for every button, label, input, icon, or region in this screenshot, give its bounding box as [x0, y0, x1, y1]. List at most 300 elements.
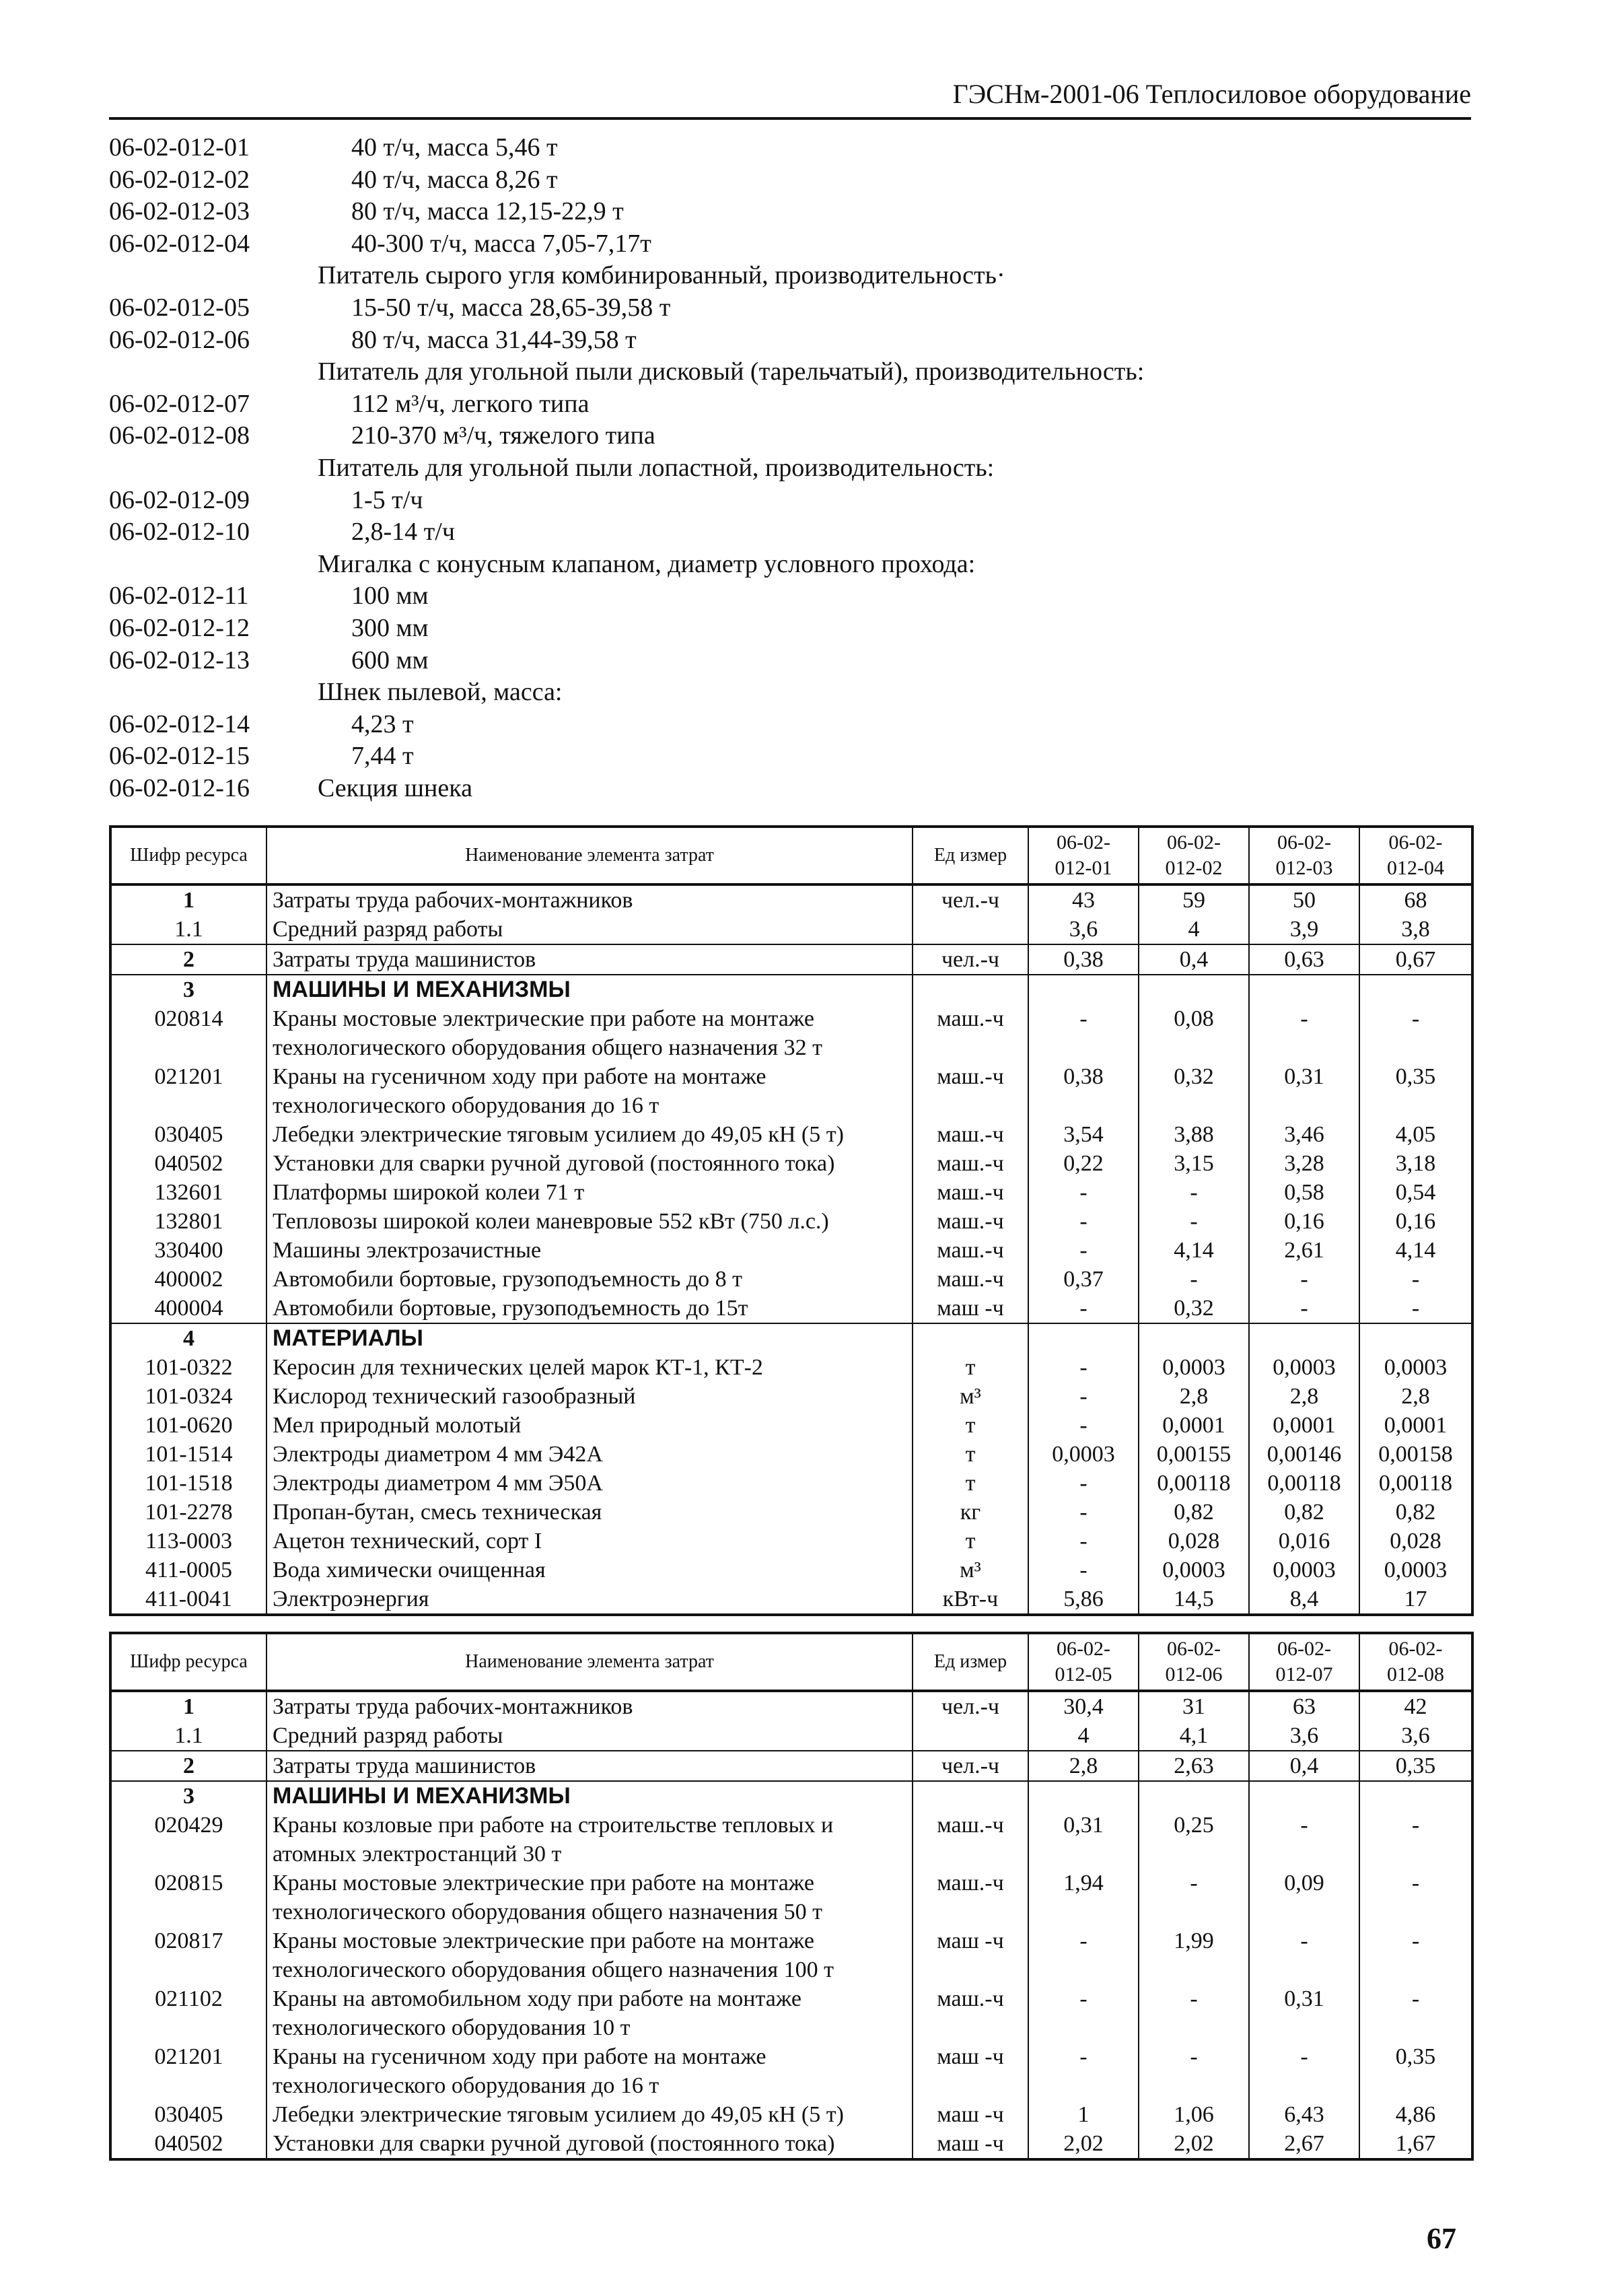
value-cell	[1359, 1323, 1472, 1353]
item-description: 40 т/ч, масса 8,26 т	[351, 165, 558, 194]
table-row	[110, 1178, 1472, 1207]
value-cell	[1139, 1781, 1249, 1811]
value-cell: 3,88	[1139, 1120, 1249, 1149]
item-code: 06-02-012-14	[109, 709, 250, 738]
item-description: 4,23 т	[351, 709, 414, 738]
value-cell: 68	[1359, 884, 1472, 915]
column-header: Ед измер	[913, 1633, 1028, 1691]
value-cell: -	[1359, 1869, 1472, 1926]
value-cell: 3,28	[1249, 1149, 1359, 1178]
cost-element-name: Затраты труда рабочих-монтажников	[266, 884, 913, 915]
value-cell: -	[1028, 1926, 1139, 1984]
value-cell: 0,0003	[1139, 1353, 1249, 1382]
unit-cell: маш.-ч	[913, 1149, 1028, 1178]
value-cell: -	[1359, 1926, 1472, 1984]
value-cell: 4,05	[1359, 1120, 1472, 1149]
resource-code: 101-0620	[110, 1411, 266, 1440]
value-cell: -	[1028, 1294, 1139, 1323]
value-cell: 3,6	[1249, 1721, 1359, 1751]
value-cell: 2,67	[1249, 2129, 1359, 2159]
resource-code: 020429	[110, 1811, 266, 1869]
value-cell: 1,06	[1139, 2100, 1249, 2129]
unit-cell: чел.-ч	[913, 1751, 1028, 1781]
item-description: 300 мм	[351, 613, 429, 642]
item-code: 06-02-012-13	[109, 646, 250, 674]
resource-code: 1.1	[110, 915, 266, 944]
value-cell: 0,4	[1139, 944, 1249, 975]
value-cell: -	[1028, 1207, 1139, 1236]
unit-cell: маш.-ч	[913, 1120, 1028, 1149]
item-description: Шнек пылевой, масса:	[318, 678, 563, 707]
table-row	[110, 1004, 1472, 1062]
table-row	[110, 1353, 1472, 1382]
value-cell: 0,4	[1249, 1751, 1359, 1781]
value-cell	[1249, 1323, 1359, 1353]
unit-cell: маш -ч	[913, 2042, 1028, 2100]
value-cell: 0,38	[1028, 944, 1139, 975]
code-list-item	[109, 516, 1253, 549]
cost-element-name: Установки для сварки ручной дуговой (постоянного тока)	[266, 2129, 913, 2159]
value-cell	[1139, 975, 1249, 1004]
table-row	[110, 944, 1472, 975]
value-cell: 0,0001	[1139, 1411, 1249, 1440]
column-header: Шифр ресурса	[110, 827, 266, 884]
cost-element-name: Кислород технический газообразный	[266, 1382, 913, 1411]
value-cell: 0,16	[1359, 1207, 1472, 1236]
value-cell: 0,16	[1249, 1207, 1359, 1236]
code-list-item	[109, 388, 1253, 421]
value-cell: 3,6	[1359, 1721, 1472, 1751]
item-description: Питатель сырого угля комбинированный, производительность·	[318, 261, 1005, 290]
value-cell: 0,67	[1359, 944, 1472, 975]
value-cell: -	[1139, 1869, 1249, 1926]
resource-code: 021201	[110, 2042, 266, 2100]
code-group-heading	[109, 356, 1253, 388]
code-list-item	[109, 292, 1253, 324]
value-cell	[1139, 1323, 1249, 1353]
header-title: ГЭСНм-2001-06 Теплосиловое оборудование	[952, 79, 1471, 109]
value-cell: 0,0003	[1028, 1440, 1139, 1469]
value-cell: -	[1028, 1556, 1139, 1585]
value-cell: -	[1359, 1811, 1472, 1869]
unit-cell: т	[913, 1527, 1028, 1556]
resource-code: 132801	[110, 1207, 266, 1236]
value-cell: 43	[1028, 884, 1139, 915]
value-cell: 2,02	[1139, 2129, 1249, 2159]
column-header: 06-02- 012-05	[1028, 1633, 1139, 1691]
resource-code: 040502	[110, 2129, 266, 2159]
table-row	[110, 1869, 1472, 1926]
resource-code: 101-1514	[110, 1440, 266, 1469]
unit-cell	[913, 1721, 1028, 1751]
resource-code: 113-0003	[110, 1527, 266, 1556]
section-row	[110, 975, 1472, 1004]
value-cell	[1028, 975, 1139, 1004]
value-cell: 0,0003	[1359, 1556, 1472, 1585]
value-cell	[1249, 975, 1359, 1004]
table-row	[110, 2042, 1472, 2100]
value-cell	[1028, 1781, 1139, 1811]
code-list-item	[109, 773, 1253, 805]
cost-element-name: Машины электрозачистные	[266, 1236, 913, 1265]
value-cell: 0,63	[1249, 944, 1359, 975]
value-cell: 0,00118	[1359, 1469, 1472, 1498]
cost-element-name: МАШИНЫ И МЕХАНИЗМЫ	[266, 975, 913, 1004]
unit-cell: маш.-ч	[913, 1178, 1028, 1207]
value-cell: 0,22	[1028, 1149, 1139, 1178]
cost-element-name: Мел природный молотый	[266, 1411, 913, 1440]
value-cell: 2,61	[1249, 1236, 1359, 1265]
unit-cell	[913, 1323, 1028, 1353]
table-row	[110, 1062, 1472, 1120]
cost-element-name: Затраты труда рабочих-монтажников	[266, 1691, 913, 1721]
value-cell: 0,0003	[1359, 1353, 1472, 1382]
value-cell: 6,43	[1249, 2100, 1359, 2129]
code-list-item	[109, 645, 1253, 677]
page-header	[109, 75, 1471, 120]
value-cell: 0,82	[1139, 1498, 1249, 1527]
value-cell: 0,016	[1249, 1527, 1359, 1556]
column-header: Наименование элемента затрат	[266, 827, 913, 884]
value-cell: 0,0003	[1139, 1556, 1249, 1585]
value-cell	[1359, 975, 1472, 1004]
value-cell: -	[1249, 1811, 1359, 1869]
value-cell: -	[1028, 1236, 1139, 1265]
cost-element-name: Автомобили бортовые, грузоподъемность до 8 т	[266, 1265, 913, 1294]
code-list-item	[109, 228, 1253, 260]
norm-table-2	[109, 1632, 1474, 2161]
item-code: 06-02-012-11	[109, 582, 249, 611]
unit-cell: маш.-ч	[913, 1062, 1028, 1120]
resource-code: 2	[110, 944, 266, 975]
resource-code: 1.1	[110, 1721, 266, 1751]
resource-code: 101-2278	[110, 1498, 266, 1527]
resource-code: 020814	[110, 1004, 266, 1062]
table-row	[110, 1691, 1472, 1721]
item-code: 06-02-012-03	[109, 197, 250, 226]
value-cell: 4,1	[1139, 1721, 1249, 1751]
item-code: 06-02-012-16	[109, 773, 250, 802]
value-cell: 4	[1028, 1721, 1139, 1751]
code-list-item	[109, 709, 1253, 741]
value-cell: -	[1249, 2042, 1359, 2100]
cost-element-name: Установки для сварки ручной дуговой (постоянного тока)	[266, 1149, 913, 1178]
resource-code: 040502	[110, 1149, 266, 1178]
value-cell: 0,028	[1139, 1527, 1249, 1556]
value-cell: 42	[1359, 1691, 1472, 1721]
item-description: Питатель для угольной пыли дисковый (тарельчатый), производительность:	[318, 357, 1145, 386]
code-group-heading	[109, 549, 1253, 581]
resource-code: 400002	[110, 1265, 266, 1294]
value-cell: 0,028	[1359, 1527, 1472, 1556]
table-row	[110, 1411, 1472, 1440]
value-cell: 0,82	[1249, 1498, 1359, 1527]
value-cell: 1,94	[1028, 1869, 1139, 1926]
unit-cell: маш.-ч	[913, 1811, 1028, 1869]
page-number: 67	[1427, 2222, 1456, 2255]
code-list-item	[109, 164, 1253, 197]
item-description: 210-370 м³/ч, тяжелого типа	[351, 421, 655, 450]
item-description: 40-300 т/ч, масса 7,05-7,17т	[351, 229, 651, 258]
unit-cell: маш -ч	[913, 2100, 1028, 2129]
code-group-heading	[109, 260, 1253, 292]
resource-code: 3	[110, 975, 266, 1004]
value-cell: 0,31	[1028, 1811, 1139, 1869]
value-cell: 1,99	[1139, 1926, 1249, 1984]
value-cell: 0,00155	[1139, 1440, 1249, 1469]
value-cell: 0,0001	[1359, 1411, 1472, 1440]
resource-code: 400004	[110, 1294, 266, 1323]
cost-element-name: Тепловозы широкой колеи маневровые 552 кВт (750 л.с.)	[266, 1207, 913, 1236]
value-cell: 0,32	[1139, 1294, 1249, 1323]
value-cell: -	[1028, 1984, 1139, 2042]
cost-element-name: Средний разряд работы	[266, 915, 913, 944]
item-description: Питатель для угольной пыли лопастной, производительность:	[318, 453, 995, 482]
unit-cell: чел.-ч	[913, 884, 1028, 915]
item-code: 06-02-012-15	[109, 742, 250, 771]
item-code: 06-02-012-04	[109, 229, 250, 258]
table-row	[110, 1149, 1472, 1178]
norm-table-1	[109, 825, 1474, 1616]
cost-element-name: Платформы широкой колеи 71 т	[266, 1178, 913, 1207]
code-list-item	[109, 613, 1253, 645]
item-code: 06-02-012-02	[109, 165, 250, 194]
value-cell: 3,18	[1359, 1149, 1472, 1178]
value-cell: -	[1359, 1984, 1472, 2042]
table-header-row	[110, 1633, 1472, 1691]
item-code: 06-02-012-01	[109, 133, 250, 162]
value-cell: 2,02	[1028, 2129, 1139, 2159]
unit-cell: м³	[913, 1556, 1028, 1585]
table-row	[110, 1294, 1472, 1323]
table-row	[110, 884, 1472, 915]
code-list	[109, 132, 1253, 804]
value-cell: 0,35	[1359, 2042, 1472, 2100]
table-row	[110, 1265, 1472, 1294]
value-cell: 0,0001	[1249, 1411, 1359, 1440]
item-description: Мигалка с конусным клапаном, диаметр условного прохода:	[318, 549, 976, 578]
item-description: 15-50 т/ч, масса 28,65-39,58 т	[351, 293, 671, 322]
code-list-item	[109, 132, 1253, 164]
table-row	[110, 1585, 1472, 1615]
cost-element-name: МАТЕРИАЛЫ	[266, 1323, 913, 1353]
unit-cell: чел.-ч	[913, 1691, 1028, 1721]
item-code: 06-02-012-09	[109, 485, 250, 514]
column-header: Наименование элемента затрат	[266, 1633, 913, 1691]
item-description: 7,44 т	[351, 742, 414, 771]
item-description: 112 м³/ч, легкого типа	[351, 389, 590, 418]
value-cell: 0,00146	[1249, 1440, 1359, 1469]
resource-code: 021201	[110, 1062, 266, 1120]
value-cell	[1359, 1781, 1472, 1811]
value-cell: 1	[1028, 2100, 1139, 2129]
value-cell: 2,8	[1249, 1382, 1359, 1411]
value-cell: -	[1139, 1265, 1249, 1294]
resource-code: 3	[110, 1781, 266, 1811]
value-cell: 2,63	[1139, 1751, 1249, 1781]
table-row	[110, 1207, 1472, 1236]
value-cell: 63	[1249, 1691, 1359, 1721]
item-description: 80 т/ч, масса 12,15-22,9 т	[351, 197, 624, 226]
item-description: 40 т/ч, масса 5,46 т	[351, 133, 558, 162]
value-cell: -	[1028, 1353, 1139, 1382]
cost-element-name: Краны на автомобильном ходу при работе на монтаже технологического оборудования 10 т	[266, 1984, 913, 2042]
value-cell: -	[1359, 1004, 1472, 1062]
item-code: 06-02-012-06	[109, 325, 250, 354]
item-description: Секция шнека	[318, 773, 473, 802]
item-code: 06-02-012-10	[109, 518, 250, 547]
value-cell: 0,32	[1139, 1062, 1249, 1120]
column-header: 06-02- 012-03	[1249, 827, 1359, 884]
resource-code: 030405	[110, 2100, 266, 2129]
value-cell: 4,14	[1139, 1236, 1249, 1265]
code-group-heading	[109, 452, 1253, 485]
value-cell: 0,38	[1028, 1062, 1139, 1120]
value-cell: 59	[1139, 884, 1249, 915]
table-row	[110, 1527, 1472, 1556]
unit-cell	[913, 1781, 1028, 1811]
value-cell: 3,15	[1139, 1149, 1249, 1178]
resource-code: 020817	[110, 1926, 266, 1984]
column-header: 06-02- 012-07	[1249, 1633, 1359, 1691]
cost-element-name: Лебедки электрические тяговым усилием до 49,05 кН (5 т)	[266, 2100, 913, 2129]
code-list-item	[109, 740, 1253, 773]
cost-element-name: Керосин для технических целей марок КТ-1, КТ-2	[266, 1353, 913, 1382]
unit-cell: т	[913, 1411, 1028, 1440]
column-header: Ед измер	[913, 827, 1028, 884]
unit-cell: м³	[913, 1382, 1028, 1411]
table-row	[110, 1498, 1472, 1527]
value-cell: 0,00158	[1359, 1440, 1472, 1469]
value-cell	[1249, 1781, 1359, 1811]
value-cell: -	[1028, 1178, 1139, 1207]
value-cell: -	[1249, 1004, 1359, 1062]
unit-cell: маш.-ч	[913, 1004, 1028, 1062]
value-cell: 50	[1249, 884, 1359, 915]
value-cell: -	[1139, 1178, 1249, 1207]
value-cell: 0,08	[1139, 1004, 1249, 1062]
unit-cell: маш.-ч	[913, 1869, 1028, 1926]
resource-code: 021102	[110, 1984, 266, 2042]
resource-code: 101-0322	[110, 1353, 266, 1382]
table-row	[110, 1382, 1472, 1411]
unit-cell: маш -ч	[913, 1926, 1028, 1984]
code-list-item	[109, 420, 1253, 452]
cost-element-name: Затраты труда машинистов	[266, 1751, 913, 1781]
value-cell: 0,37	[1028, 1265, 1139, 1294]
item-description: 600 мм	[351, 646, 429, 674]
resource-code: 411-0041	[110, 1585, 266, 1615]
unit-cell: т	[913, 1469, 1028, 1498]
value-cell: -	[1028, 1004, 1139, 1062]
value-cell: -	[1249, 1926, 1359, 1984]
value-cell: 0,58	[1249, 1178, 1359, 1207]
unit-cell: т	[913, 1353, 1028, 1382]
table-row	[110, 1440, 1472, 1469]
cost-element-name: Лебедки электрические тяговым усилием до 49,05 кН (5 т)	[266, 1120, 913, 1149]
column-header: 06-02- 012-08	[1359, 1633, 1472, 1691]
cost-element-name: Краны мостовые электрические при работе на монтаже технологического оборудования общего назначения 32 т	[266, 1004, 913, 1062]
resource-code: 330400	[110, 1236, 266, 1265]
code-list-item	[109, 485, 1253, 517]
value-cell: 30,4	[1028, 1691, 1139, 1721]
cost-element-name: Пропан-бутан, смесь техническая	[266, 1498, 913, 1527]
value-cell: 2,8	[1359, 1382, 1472, 1411]
table-row	[110, 1469, 1472, 1498]
section-row	[110, 1781, 1472, 1811]
cost-element-name: Краны мостовые электрические при работе на монтаже технологического оборудования общего назначения 100 т	[266, 1926, 913, 1984]
value-cell: 17	[1359, 1585, 1472, 1615]
item-code: 06-02-012-07	[109, 389, 250, 418]
unit-cell: кг	[913, 1498, 1028, 1527]
table-row	[110, 1556, 1472, 1585]
value-cell: 4,86	[1359, 2100, 1472, 2129]
code-list-item	[109, 580, 1253, 613]
table-row	[110, 1721, 1472, 1751]
value-cell: 0,00118	[1249, 1469, 1359, 1498]
value-cell: 0,82	[1359, 1498, 1472, 1527]
value-cell: 0,25	[1139, 1811, 1249, 1869]
cost-element-name: Краны на гусеничном ходу при работе на монтаже технологического оборудования до 16 т	[266, 1062, 913, 1120]
value-cell: -	[1028, 1411, 1139, 1440]
value-cell: 4,14	[1359, 1236, 1472, 1265]
value-cell: 2,8	[1139, 1382, 1249, 1411]
value-cell: -	[1249, 1265, 1359, 1294]
value-cell: 0,35	[1359, 1062, 1472, 1120]
cost-element-name: Затраты труда машинистов	[266, 944, 913, 975]
item-code: 06-02-012-08	[109, 421, 250, 450]
value-cell: 0,09	[1249, 1869, 1359, 1926]
cost-element-name: Краны на гусеничном ходу при работе на монтаже технологического оборудования до 16 т	[266, 2042, 913, 2100]
value-cell: 0,54	[1359, 1178, 1472, 1207]
item-description: 80 т/ч, масса 31,44-39,58 т	[351, 325, 637, 354]
unit-cell: кВт-ч	[913, 1585, 1028, 1615]
cost-element-name: МАШИНЫ И МЕХАНИЗМЫ	[266, 1781, 913, 1811]
unit-cell: маш.-ч	[913, 1265, 1028, 1294]
cost-element-name: Вода химически очищенная	[266, 1556, 913, 1585]
resource-code: 411-0005	[110, 1556, 266, 1585]
value-cell: -	[1139, 2042, 1249, 2100]
value-cell: 0,0003	[1249, 1556, 1359, 1585]
cost-element-name: Электроды диаметром 4 мм Э42А	[266, 1440, 913, 1469]
table-row	[110, 1811, 1472, 1869]
value-cell: -	[1249, 1294, 1359, 1323]
value-cell: 4	[1139, 915, 1249, 944]
resource-code: 030405	[110, 1120, 266, 1149]
section-row	[110, 1323, 1472, 1353]
cost-element-name: Электроэнергия	[266, 1585, 913, 1615]
column-header: 06-02- 012-06	[1139, 1633, 1249, 1691]
value-cell	[1028, 1323, 1139, 1353]
value-cell: -	[1028, 1527, 1139, 1556]
value-cell: 14,5	[1139, 1585, 1249, 1615]
table-row	[110, 2100, 1472, 2129]
cost-element-name: Средний разряд работы	[266, 1721, 913, 1751]
value-cell: -	[1139, 1207, 1249, 1236]
value-cell: 0,31	[1249, 1062, 1359, 1120]
cost-element-name: Автомобили бортовые, грузоподъемность до 15т	[266, 1294, 913, 1323]
value-cell: -	[1028, 1382, 1139, 1411]
unit-cell	[913, 975, 1028, 1004]
value-cell: 8,4	[1249, 1585, 1359, 1615]
resource-code: 101-0324	[110, 1382, 266, 1411]
value-cell: 5,86	[1028, 1585, 1139, 1615]
column-header: 06-02- 012-02	[1139, 827, 1249, 884]
value-cell: -	[1028, 2042, 1139, 2100]
unit-cell: маш.-ч	[913, 1984, 1028, 2042]
value-cell: -	[1028, 1498, 1139, 1527]
cost-element-name: Ацетон технический, сорт I	[266, 1527, 913, 1556]
